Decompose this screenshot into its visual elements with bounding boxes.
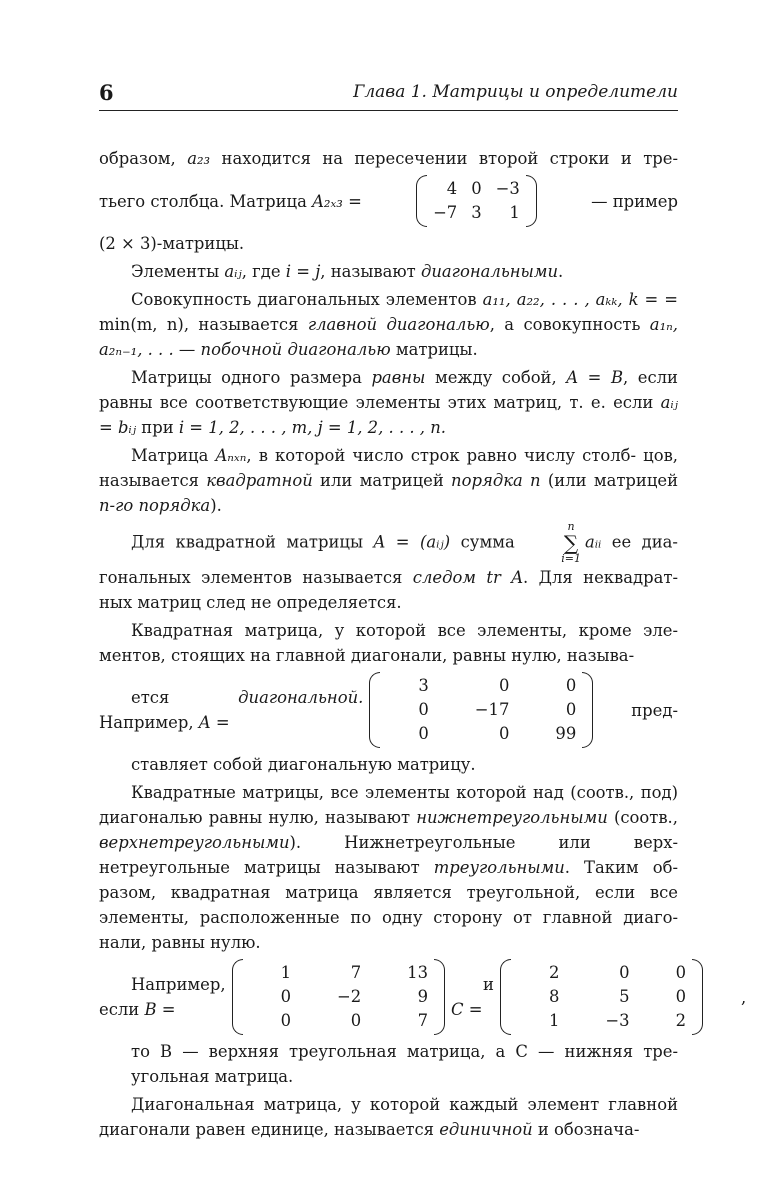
matrix-cell: −2 [337,987,362,1006]
math-trA: tr A [486,568,524,587]
math-anti-diag: a₁ₙ, a₂ₙ₋₁, . . . [99,315,678,359]
matrix-cell: 3 [471,203,482,222]
text: ставляет собой диагональную матрицу. [131,755,476,774]
text: тьего столбца. Матрица [99,191,307,211]
text: Квадратная матрица, у которой все элементы, кроме эле- [131,621,678,640]
matrix-cell: −3 [605,1011,630,1030]
matrix-A-diagonal [369,672,593,748]
math-A-eq: A = [198,713,230,732]
matrix-cell: 99 [555,724,577,743]
matrix-cell: 0 [675,963,687,982]
matrix-grid [427,175,526,227]
term-main-diagonal: главной диагональю [307,315,490,334]
math-A-def: A = (aᵢⱼ) [373,532,451,552]
math-a23: a₂₃ [187,149,211,168]
math-A23: A₂ₓ₃ = [312,191,362,211]
running-head: Глава 1. Матрицы и определители [353,82,678,102]
text: , называют [320,262,416,281]
matrix-cell: −7 [433,203,458,222]
text: Совокупность диагональных элементов [131,290,477,309]
text: = min(m, n), называется [99,290,678,334]
text: при [141,418,174,437]
sum-upper-limit: n [567,520,575,533]
term-diagonal-matrix: диагональной. [238,688,364,707]
text: сумма [460,532,515,552]
term-anti-diagonal: побочной диагональю [200,340,391,359]
text: находится на пересечении второй строки и тре- [221,149,678,168]
matrix-cell: 0 [350,1011,362,1030]
page-body [99,146,747,1145]
term-nth-order: n-го порядка [99,496,211,515]
text: то B — верхняя треугольная матрица, а C — нижняя тре- [131,1042,678,1061]
text: элементы, расположенные по одну сторону от главной диаго- [99,908,678,927]
math-aij: aᵢⱼ [224,262,242,281]
text: Для квадратной матрицы [131,532,363,552]
page-header [99,78,678,108]
header-rule [99,110,678,111]
math-A-eq-B: A = B [566,368,623,387]
text: (или [547,471,587,490]
paragraph-1 [99,146,678,256]
matrix-cell: 1 [509,203,520,222]
sum-operator [529,521,581,565]
text: нали, равны нулю. [99,933,261,952]
math-diag-list: a₁₁, a₂₂, . . . , aₖₖ, k = [482,290,659,309]
term-trace: следом [412,568,476,587]
matrix-cell: 0 [280,1011,291,1030]
term-square: квадратной [206,471,313,490]
text: матрицы. [395,340,478,359]
math-aii: aᵢᵢ [584,532,602,552]
text: между собой, [434,368,557,387]
matrix-cell: 0 [418,724,429,743]
paragraph-2: Элементы aᵢⱼ, где i = j, называют диагональными. [131,262,564,281]
paragraph-5 [99,443,678,518]
text: Например, если [99,975,226,1019]
text: пред- [631,700,678,720]
matrix-cell: −3 [495,179,520,198]
text: или матрицей [320,471,444,490]
matrix-cell: −17 [474,700,510,719]
right-paren [434,959,445,1035]
sigma-symbol: ∑ [563,531,579,555]
matrix-cell: 1 [280,963,291,982]
paragraph-8 [99,780,678,955]
matrix-cell: 0 [565,676,577,695]
matrix-B [232,959,445,1035]
matrix-row-a23 [99,175,678,227]
text: гональных элементов называется [99,568,403,587]
paragraph-4 [99,365,678,440]
text: Матрицы одного размера [131,368,362,387]
left-paren [500,959,511,1035]
text: , в которой число строк равно числу столб- [246,446,637,465]
matrix-C [500,959,703,1035]
term-equal: равны [371,368,426,387]
matrix-grid [380,672,582,748]
text: , а совокупность [489,315,641,334]
math-C-eq: C = [451,1000,483,1019]
matrix-cell: 9 [417,987,429,1006]
math-index-range: i = 1, 2, . . . , m, j = 1, 2, . . . , n. [178,418,446,437]
text: ных матриц след не определяется. [99,593,402,612]
matrix-cell: 4 [446,179,458,198]
text: и обознача- [537,1120,640,1139]
matrix-cell: 0 [280,987,291,1006]
right-paren [582,672,593,748]
paragraph-9 [99,959,747,1089]
matrix-cell: 2 [548,963,560,982]
matrix-row-diag [99,672,678,748]
text: равны все соответствующие элементы этих матриц, т. е. если [99,393,654,412]
matrix-cell: 8 [548,987,560,1006]
sum-lower-limit: i=1 [561,552,581,565]
text: , если [623,368,678,387]
left-paren [232,959,243,1035]
term-lower-triangular: нижнетреугольными [416,808,608,827]
right-paren [526,175,537,227]
matrix-cell: 0 [565,700,577,719]
matrix-grid [243,959,434,1035]
matrix-A23 [416,175,537,227]
paragraph-7 [99,618,678,777]
matrix-cell: 0 [675,987,687,1006]
paragraph-3 [99,287,678,362]
math-i-eq-j: i = j [285,262,321,281]
text: цов, называется [99,446,679,490]
text: под) диагональю равны нулю, называют [99,783,678,827]
matrix-cell: 0 [619,963,630,982]
text: Матрица [131,446,209,465]
right-paren [692,959,703,1035]
left-paren [369,672,380,748]
math-Ann: Aₙₓₙ [215,446,247,465]
matrix-cell: 2 [675,1011,687,1030]
matrix-cell: 7 [417,1011,429,1030]
page-number: 6 [99,80,114,105]
text: разом, квадратная матрица является треугольной, если все [99,883,678,902]
text: Квадратные матрицы, все элементы которой над (соотв., [131,783,635,802]
text: — пример [591,191,678,211]
matrix-grid [511,959,692,1035]
term-order-n: порядка n [451,471,541,490]
left-paren [416,175,427,227]
text: ется [131,688,170,707]
matrix-cell: 3 [418,676,429,695]
paragraph-6 [99,521,678,615]
text: , [741,987,747,1007]
text: Диагональная матрица, у которой каждый элемент главной [131,1095,678,1114]
text: образом, [99,149,176,168]
text: нетреугольные матрицы называют [99,858,420,877]
matrix-cell: 0 [471,179,482,198]
text: и [483,975,494,994]
math-aij-eq-bij: aᵢⱼ = bᵢⱼ [99,393,678,437]
matrix-cell: 5 [619,987,630,1006]
text: Например, [99,713,194,732]
text: ментов, стоящих на главной диагонали, равны нулю, называ- [99,646,635,665]
text: ее диа- [611,532,678,552]
math-B-eq: B = [144,1000,176,1019]
text: (соотв., [613,808,678,827]
text: ). [210,496,222,515]
text: матрицей [593,471,678,490]
term-identity: единичной [439,1120,533,1139]
text: (2 × 3)-матрицы. [99,234,245,253]
text: , где [241,262,281,281]
paragraph-10 [99,1092,678,1142]
text: — [178,340,196,359]
matrix-cell: 0 [418,700,429,719]
text: диагонали равен единице, называется [99,1120,435,1139]
term-diagonal: диагональными [420,262,559,281]
matrix-cell: 7 [350,963,362,982]
matrix-cell: 0 [498,724,510,743]
text: угольная матрица. [131,1067,294,1086]
text: ). Нижнетреугольные или верх- [289,833,678,852]
matrix-cell: 13 [407,963,429,982]
matrix-row-BC [99,959,747,1035]
term-upper-triangular: верхнетреугольными [99,833,290,852]
text: Элементы [131,262,220,281]
matrix-cell: 1 [548,1011,560,1030]
text: . Для неквадрат- [523,568,679,587]
term-triangular: треугольными [433,858,565,877]
matrix-cell: 0 [498,676,510,695]
text: . Таким об- [564,858,678,877]
